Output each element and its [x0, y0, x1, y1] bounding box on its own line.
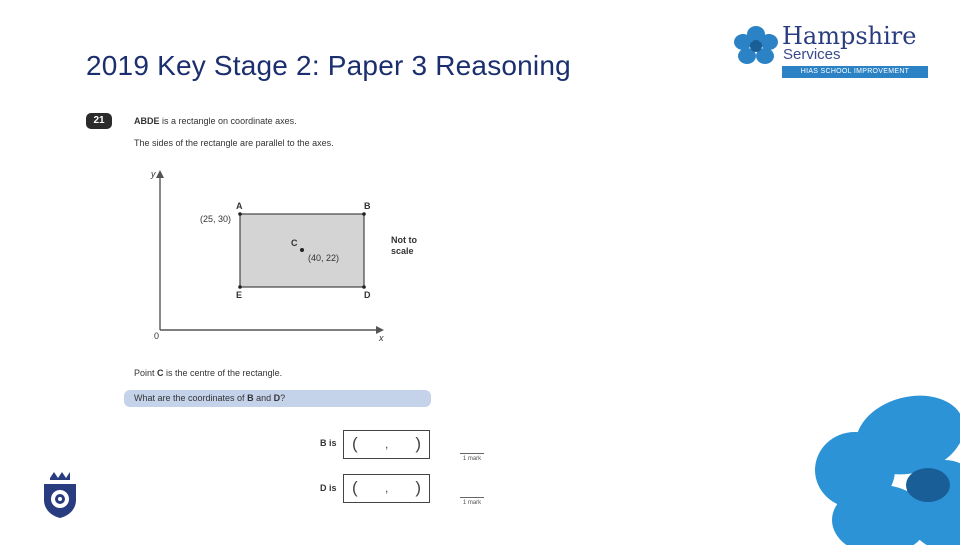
answer-b-box[interactable]: [343, 430, 430, 459]
not-to-scale-line2: scale: [391, 246, 414, 256]
prompt-and: and: [253, 393, 274, 403]
answer-b-paren-open: (: [352, 434, 358, 453]
point-c: [300, 248, 304, 252]
logo-strapline: HIAS SCHOOL IMPROVEMENT: [782, 66, 928, 78]
answer-d-mark: 1 mark: [460, 497, 484, 506]
question-prompt-bar: [124, 390, 431, 407]
logo-subtitle: Services: [783, 46, 841, 63]
prompt-b: B: [247, 393, 254, 403]
prompt-pre: What are the coordinates of: [134, 393, 248, 403]
coord-c: (40, 22): [308, 253, 340, 263]
label-d: D: [364, 290, 371, 300]
question-sides-text: The sides of the rectangle are parallel to the axes.: [134, 138, 334, 148]
answer-d-text: D is: [320, 483, 337, 493]
y-axis-arrow: [156, 170, 164, 178]
answer-b-text: B is: [320, 438, 337, 448]
point-c-pre: Point: [134, 368, 158, 378]
coordinate-diagram: [140, 168, 440, 348]
prompt-d: D: [273, 393, 281, 403]
question-number-badge: 21: [86, 113, 112, 129]
answer-d-paren-close: ): [415, 478, 421, 497]
rectangle-name: ABDE: [134, 116, 160, 126]
flower-icon: [730, 24, 782, 68]
y-axis-label: y: [151, 169, 156, 179]
question-intro: [134, 116, 297, 126]
coord-a: (25, 30): [200, 214, 232, 224]
label-a: A: [236, 201, 243, 211]
answer-b-paren-close: ): [415, 434, 421, 453]
point-c-statement: [134, 368, 282, 378]
point-c-post: is the centre of the rectangle.: [163, 368, 283, 378]
answer-b-comma: ,: [385, 437, 389, 451]
logo-name: Hampshire: [782, 22, 917, 50]
question-prompt: [134, 393, 285, 403]
answer-d-box[interactable]: [343, 474, 430, 503]
prompt-post: ?: [280, 393, 286, 403]
answer-d-label: [320, 483, 337, 493]
label-c: C: [291, 238, 298, 248]
point-c-bold: C: [157, 368, 164, 378]
hampshire-logo: [730, 22, 930, 82]
x-axis-label: x: [379, 333, 384, 343]
crest-icon: [38, 470, 82, 520]
label-b: B: [364, 201, 371, 211]
intro-text: is a rectangle on coordinate axes.: [159, 116, 297, 126]
answer-b-mark: 1 mark: [460, 453, 484, 462]
point-d: [362, 285, 366, 289]
label-e: E: [236, 290, 243, 300]
point-a: [238, 212, 242, 216]
answer-d-paren-open: (: [352, 478, 358, 497]
origin-label: 0: [154, 331, 160, 341]
not-to-scale-line1: Not to: [391, 235, 417, 245]
answer-d-comma: ,: [385, 481, 389, 495]
decorative-flower-icon: [810, 395, 960, 545]
answer-b-label: [320, 438, 337, 448]
point-e: [238, 285, 242, 289]
slide-title: 2019 Key Stage 2: Paper 3 Reasoning: [86, 50, 571, 81]
point-b: [362, 212, 366, 216]
